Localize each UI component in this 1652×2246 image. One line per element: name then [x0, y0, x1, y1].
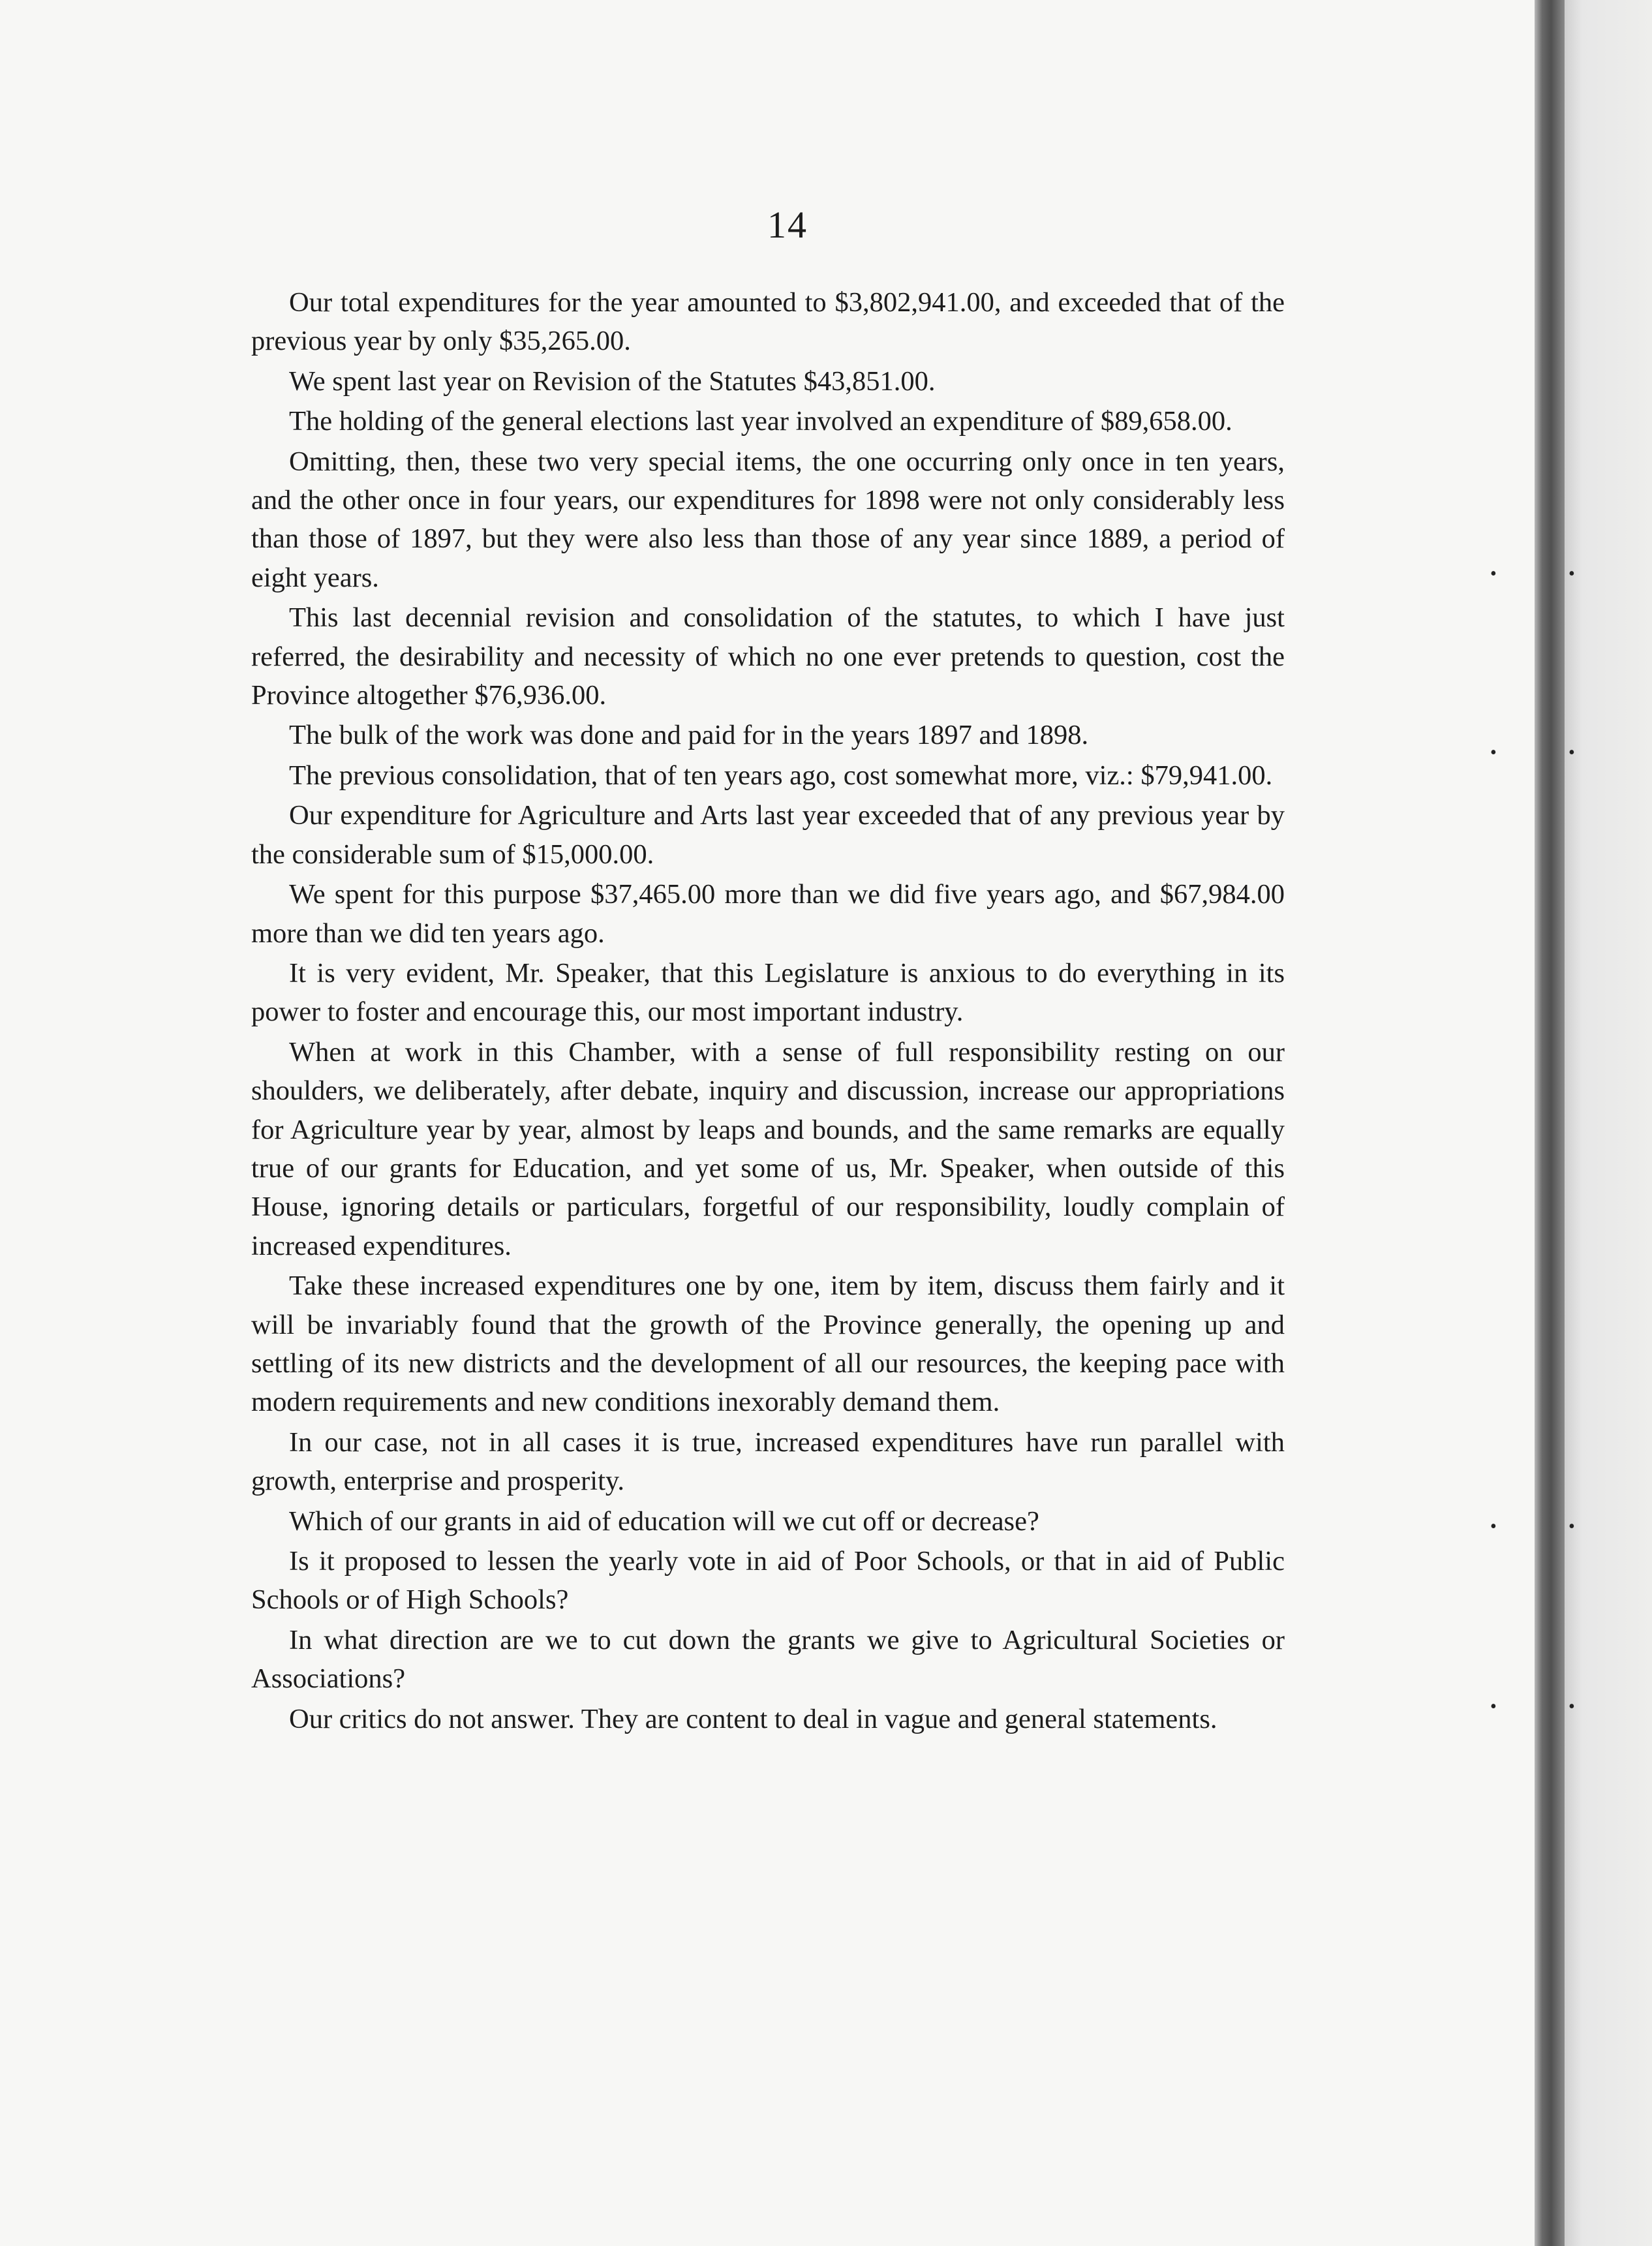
body-text: [251, 283, 1285, 1740]
margin-mark: •: [1490, 1697, 1497, 1717]
page-number: 14: [767, 204, 808, 246]
paragraph: In our case, not in all cases it is true, increased expenditures have run parallel with growth, enterprise and prosperity.: [251, 1426, 1285, 1497]
book-spine-shadow: [1535, 0, 1565, 2246]
paragraph: Which of our grants in aid of education will we cut off or decrease?: [289, 1505, 1039, 1537]
paragraph: In what direction are we to cut down the grants we give to Agricultural Societies or Associations?: [251, 1624, 1285, 1695]
margin-mark: •: [1490, 743, 1497, 763]
paragraph: We spent for this purpose $37,465.00 more than we did five years ago, and $67,984.00 more than we did ten years ago.: [251, 879, 1285, 949]
margin-mark: •: [1568, 743, 1575, 763]
paragraph: Take these increased expenditures one by one, item by item, discuss them fairly and it will be invariably found that the growth of the Province generally, the opening up and settling of its new districts and the development of all our resources, the keeping pace with modern requirements and new conditions inexorably demand them.: [251, 1270, 1285, 1418]
margin-mark: •: [1568, 1697, 1575, 1717]
paragraph: Omitting, then, these two very special items, the one occurring only once in ten years, and the other once in four years, our expenditures for 1898 were not only considerably less than those of 1897, but they were also less than those of any year since 1889, a period of eight years.: [251, 446, 1285, 593]
paragraph: Our expenditure for Agriculture and Arts last year exceeded that of any previous year by the considerable sum of $15,000.00.: [251, 800, 1285, 870]
paragraph: The bulk of the work was done and paid for in the years 1897 and 1898.: [289, 720, 1089, 751]
paragraph: The previous consolidation, that of ten years ago, cost somewhat more, viz.: $79,941.00.: [289, 760, 1273, 791]
paragraph: When at work in this Chamber, with a sense of full responsibility resting on our shoulders, we deliberately, after debate, inquiry and discussion, increase our appropriations for Agriculture year by year, almost by leaps and bounds, and the same remarks are equally true of our grants for Education, and yet some of us, Mr. Speaker, when outside of this House, ignoring details or particulars, forgetful of our responsibility, loudly complain of increased expenditures.: [251, 1036, 1285, 1261]
paragraph: Our total expenditures for the year amounted to $3,802,941.00, and exceeded that of the previous year by only $35,265.00.: [251, 287, 1285, 357]
paragraph: Our critics do not answer. They are content to deal in vague and general statements.: [289, 1703, 1217, 1734]
paragraph: The holding of the general elections last year involved an expenditure of $89,658.00.: [289, 406, 1232, 437]
paragraph: We spent last year on Revision of the Statutes $43,851.00.: [289, 365, 936, 397]
margin-mark: •: [1568, 564, 1575, 584]
margin-mark: •: [1568, 1516, 1575, 1537]
paragraph: This last decennial revision and consolidation of the statutes, to which I have just referred, the desirability and necessity of which no one ever pretends to question, cost the Province altogether $76,936.00.: [251, 602, 1285, 711]
paragraph: Is it proposed to lessen the yearly vote in aid of Poor Schools, or that in aid of Public Schools or of High Schools?: [251, 1546, 1285, 1616]
paragraph: It is very evident, Mr. Speaker, that this Legislature is anxious to do everything in its power to foster and encourage this, our most important industry.: [251, 957, 1285, 1028]
next-page-edge: [1565, 0, 1652, 2246]
margin-mark: •: [1490, 564, 1497, 584]
margin-mark: •: [1490, 1516, 1497, 1537]
